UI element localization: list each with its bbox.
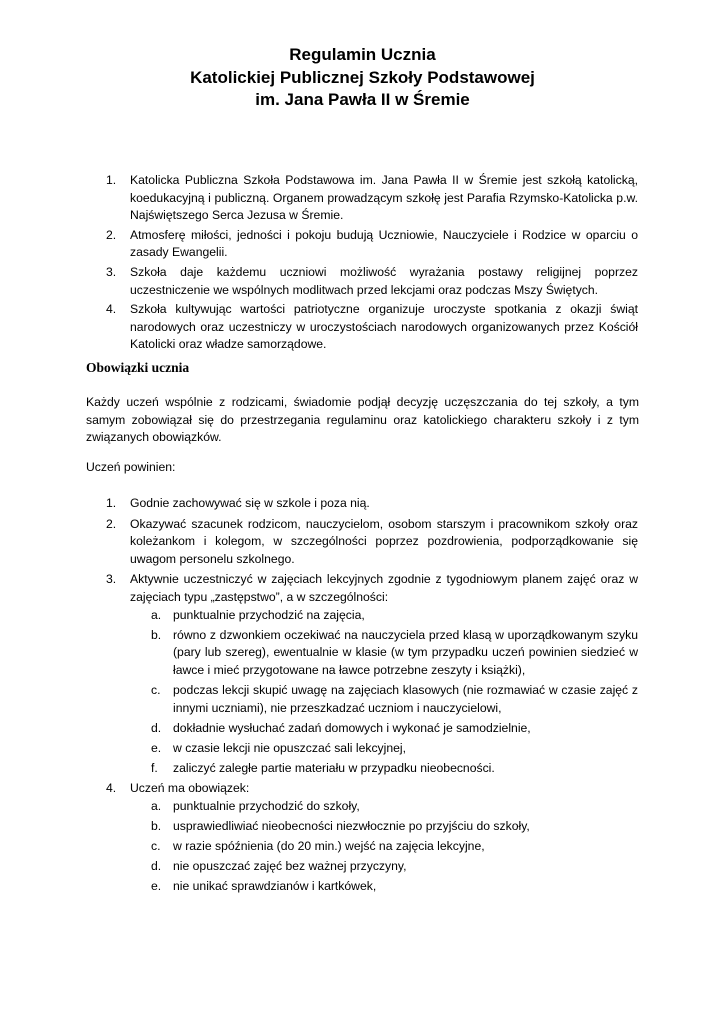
sub-item-text: punktualnie przychodzić do szkoły, — [173, 799, 360, 813]
sub-item-letter: d. — [151, 859, 162, 874]
intro-item-number: 1. — [106, 173, 117, 187]
intro-item-text: Katolicka Publiczna Szkoła Podstawowa im. Jana Pawła II w Śremie jest szkołą katolicką, koedukacyjną i publiczną. Organem prowadzącym szkołę jest Parafia Rzymsko-Katolicka p.w. Najświętszego Serca Jezusa w Śremie. — [130, 173, 638, 223]
sub-item-text: zaliczyć zaległe partie materiału w przypadku nieobecności. — [173, 760, 495, 775]
duty-item — [106, 495, 638, 513]
duty-item-text: Aktywnie uczestniczyć w zajęciach lekcyjnych zgodnie z tygodniowym planem zajęć oraz w zajęciach typu „zastępstwo”, a w szczególności: — [130, 572, 638, 604]
duties-lead: Uczeń powinien: — [86, 460, 176, 474]
sub-item-letter: e. — [151, 740, 162, 755]
sub-item — [130, 760, 638, 778]
sub-item-letter: a. — [151, 607, 162, 622]
duty-item-text: Okazywać szacunek rodzicom, nauczycielom, osobom starszym i pracownikom szkoły oraz koleżankom i kolegom, w szczególności poprzez pozdrowienia, podporządkowanie się uwagom personelu szkolnego. — [130, 516, 638, 566]
sub-item-letter: b. — [151, 627, 162, 642]
sub-item — [130, 818, 638, 836]
sub-item-text: dokładnie wysłuchać zadań domowych i wykonać je samodzielnie, — [173, 720, 531, 735]
duty-item-number: 2. — [106, 516, 117, 531]
sub-item — [130, 627, 638, 680]
duty-sublist — [130, 607, 638, 778]
intro-item-number: 2. — [106, 227, 117, 242]
sub-item-text: równo z dzwonkiem oczekiwać na nauczyciela przed klasą w uporządkowanym szyku (pary lub szereg), ewentualnie w klasie (w tym przypadku uczeń powinien siedzieć w ławce i mieć przygotowane na ławce potrzebne zeszyty i książki), — [173, 627, 638, 677]
intro-item-text: Szkoła daje każdemu uczniowi możliwość wyrażania postawy religijnej poprzez uczestniczenie we wspólnych modlitwach przed lekcjami oraz podczas Mszy Świętych. — [130, 264, 638, 297]
duty-item — [106, 780, 638, 896]
sub-item-text: nie opuszczać zajęć bez ważnej przyczyny, — [173, 859, 407, 874]
title-line-1: Regulamin Ucznia — [289, 45, 436, 64]
intro-item-text: Atmosferę miłości, jedności i pokoju budują Uczniowie, Nauczyciele i Rodzice w oparciu o zasady Ewangelii. — [130, 227, 638, 260]
sub-item — [130, 720, 638, 738]
duty-sublist — [130, 798, 638, 896]
sub-item-text: usprawiedliwiać nieobecności niezwłocznie po przyjściu do szkoły, — [173, 819, 530, 834]
duty-item-text: Uczeń ma obowiązek: — [130, 781, 250, 796]
sub-item-letter: b. — [151, 819, 162, 834]
intro-item — [106, 301, 638, 354]
intro-item-number: 3. — [106, 264, 117, 279]
document-title — [0, 44, 725, 112]
sub-item — [130, 607, 638, 625]
duty-item-number: 4. — [106, 781, 117, 796]
section-heading: Obowiązki ucznia — [86, 360, 190, 375]
sub-item-text: w razie spóźnienia (do 20 min.) wejść na zajęcia lekcyjne, — [173, 839, 485, 854]
sub-item-text: punktualnie przychodzić na zajęcia, — [173, 607, 365, 622]
duty-item — [106, 571, 638, 777]
duty-item-text: Godnie zachowywać się w szkole i poza nią. — [130, 496, 370, 510]
sub-item — [130, 740, 638, 758]
sub-item-text: w czasie lekcji nie opuszczać sali lekcyjnej, — [173, 740, 407, 755]
duty-item — [106, 516, 638, 569]
duties-list — [106, 495, 638, 899]
title-line-3: im. Jana Pawła II w Śremie — [255, 90, 470, 109]
intro-item — [106, 172, 638, 225]
sub-item — [130, 858, 638, 876]
sub-item — [130, 798, 638, 816]
sub-item-letter: a. — [151, 799, 162, 813]
sub-item — [130, 878, 638, 896]
sub-item-text: podczas lekcji skupić uwagę na zajęciach klasowych (nie rozmawiać w czasie zajęć z innymi uczniami), nie przeszkadzać uczniom i nauczycielowi, — [173, 682, 638, 715]
intro-item — [106, 264, 638, 299]
title-line-2: Katolickiej Publicznej Szkoły Podstawowej — [190, 67, 535, 87]
sub-item — [130, 838, 638, 856]
sub-item-letter: d. — [151, 720, 162, 735]
duty-item-number: 1. — [106, 496, 117, 510]
intro-list — [106, 172, 638, 356]
intro-item-text: Szkoła kultywując wartości patriotyczne organizuje uroczyste spotkania z okazji świąt narodowych oraz uczestniczy w uroczystościach narodowych organizowanych przez Kościół Katolicki oraz władze samorządowe. — [130, 302, 638, 352]
intro-item — [106, 227, 638, 262]
intro-item-number: 4. — [106, 302, 117, 317]
sub-item-text: nie unikać sprawdzianów i kartkówek, — [173, 879, 377, 894]
sub-item-letter: c. — [151, 839, 161, 854]
sub-item-letter: c. — [151, 682, 161, 697]
duty-item-number: 3. — [106, 572, 117, 587]
intro-paragraph: Każdy uczeń wspólnie z rodzicami, świadomie podjął decyzję uczęszczania do tej szkoły, a tym samym zobowiązał się do przestrzegania regulaminu oraz katolickiego charakteru szkoły i z tym związanych obowiązków. — [86, 395, 639, 445]
sub-item-letter: f. — [151, 760, 158, 775]
sub-item-letter: e. — [151, 879, 162, 894]
sub-item — [130, 682, 638, 717]
